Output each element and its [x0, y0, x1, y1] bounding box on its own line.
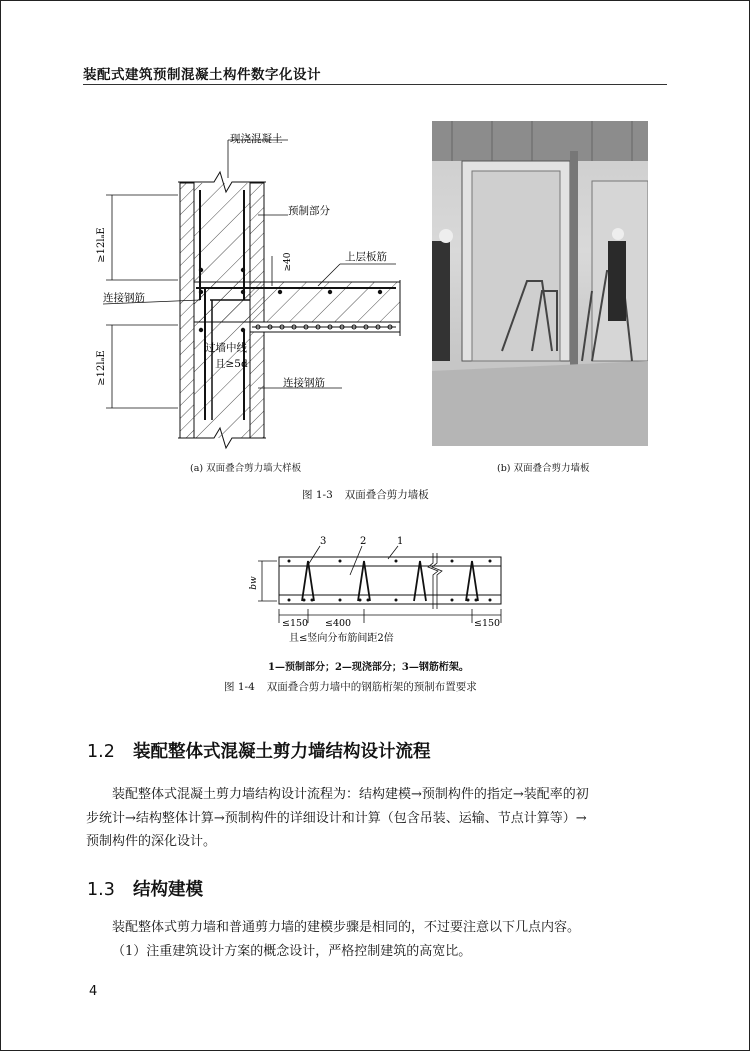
dim-400: ≤400	[325, 618, 352, 629]
truss-layout-drawing	[0, 525, 750, 655]
para-line: 预制构件的深化设计。	[86, 834, 217, 849]
fig-1-4-number: 图 1-4	[224, 681, 255, 693]
para-line: 装配整体式剪力墙和普通剪力墙的建模步骤是相同的，不过要注意以下几点内容。	[112, 920, 581, 935]
fig-1-4-title: 双面叠合剪力墙中的钢筋桁架的预制布置要求	[266, 681, 477, 693]
dim-40-label: ≥40	[283, 252, 293, 272]
fig-1-3-number: 图 1-3	[302, 489, 333, 501]
section-1-3-heading	[87, 876, 203, 901]
label-through-wall-line-2: 且≥5d	[215, 358, 248, 370]
dim-150-right: ≤150	[474, 618, 501, 629]
fig-1-3-title: 双面叠合剪力墙板	[344, 489, 429, 501]
dim-upper-label: ≥12lₐE	[96, 227, 107, 263]
label-upper-slab-rebar: 上层板筋	[345, 251, 387, 263]
dim-lower-label: ≥12lₐE	[96, 350, 107, 386]
label-through-wall-line: 过墙中线	[205, 342, 247, 354]
fig-1-4-caption	[224, 679, 477, 694]
section-1-3-title: 结构建模	[133, 880, 203, 900]
label-connect-rebar-right: 连接钢筋	[283, 377, 325, 389]
bw-label: bw	[249, 576, 259, 590]
label-connect-rebar-left: 连接钢筋	[103, 292, 145, 304]
para-line: （1）注重建筑设计方案的概念设计，严格控制建筑的高宽比。	[112, 943, 472, 959]
fig-1-3-sub-a: (a) 双面叠合剪力墙大样板	[190, 463, 302, 474]
dim-note: 且≤竖向分布筋间距2倍	[289, 633, 394, 644]
fig-1-4-legend: 1—预制部分；2—现浇部分；3—钢筋桁架。	[268, 662, 469, 673]
para-line: 步统计→结构整体计算→预制构件的详细设计和计算（包含吊装、运输、节点计算等）→	[86, 810, 587, 826]
section-1-3-paragraph	[86, 916, 670, 963]
page-number: 4	[89, 984, 98, 999]
label-cast-in-place: 现浇混凝土	[230, 133, 283, 145]
section-1-2-heading	[87, 738, 431, 763]
truss-label-1: 1	[397, 536, 404, 547]
truss-label-2: 2	[360, 536, 367, 547]
truss-label-3: 3	[320, 536, 327, 547]
running-title: 装配式建筑预制混凝土构件数字化设计	[83, 67, 321, 83]
section-1-2-number: 1.2	[87, 742, 115, 762]
fig-1-3-caption	[302, 487, 429, 502]
para-line: 装配整体式混凝土剪力墙结构设计流程为：结构建模→预制构件的指定→装配率的初	[112, 787, 589, 802]
fig-1-3-sub-b: (b) 双面叠合剪力墙板	[497, 463, 590, 474]
section-1-2-paragraph	[86, 783, 670, 854]
dim-150-left: ≤150	[282, 618, 309, 629]
label-precast: 预制部分	[288, 205, 330, 217]
wall-panel-photo	[432, 121, 648, 446]
precast-wythe-left	[180, 183, 194, 438]
section-1-2-title: 装配整体式混凝土剪力墙结构设计流程	[133, 742, 431, 762]
section-1-3-number: 1.3	[87, 880, 115, 900]
